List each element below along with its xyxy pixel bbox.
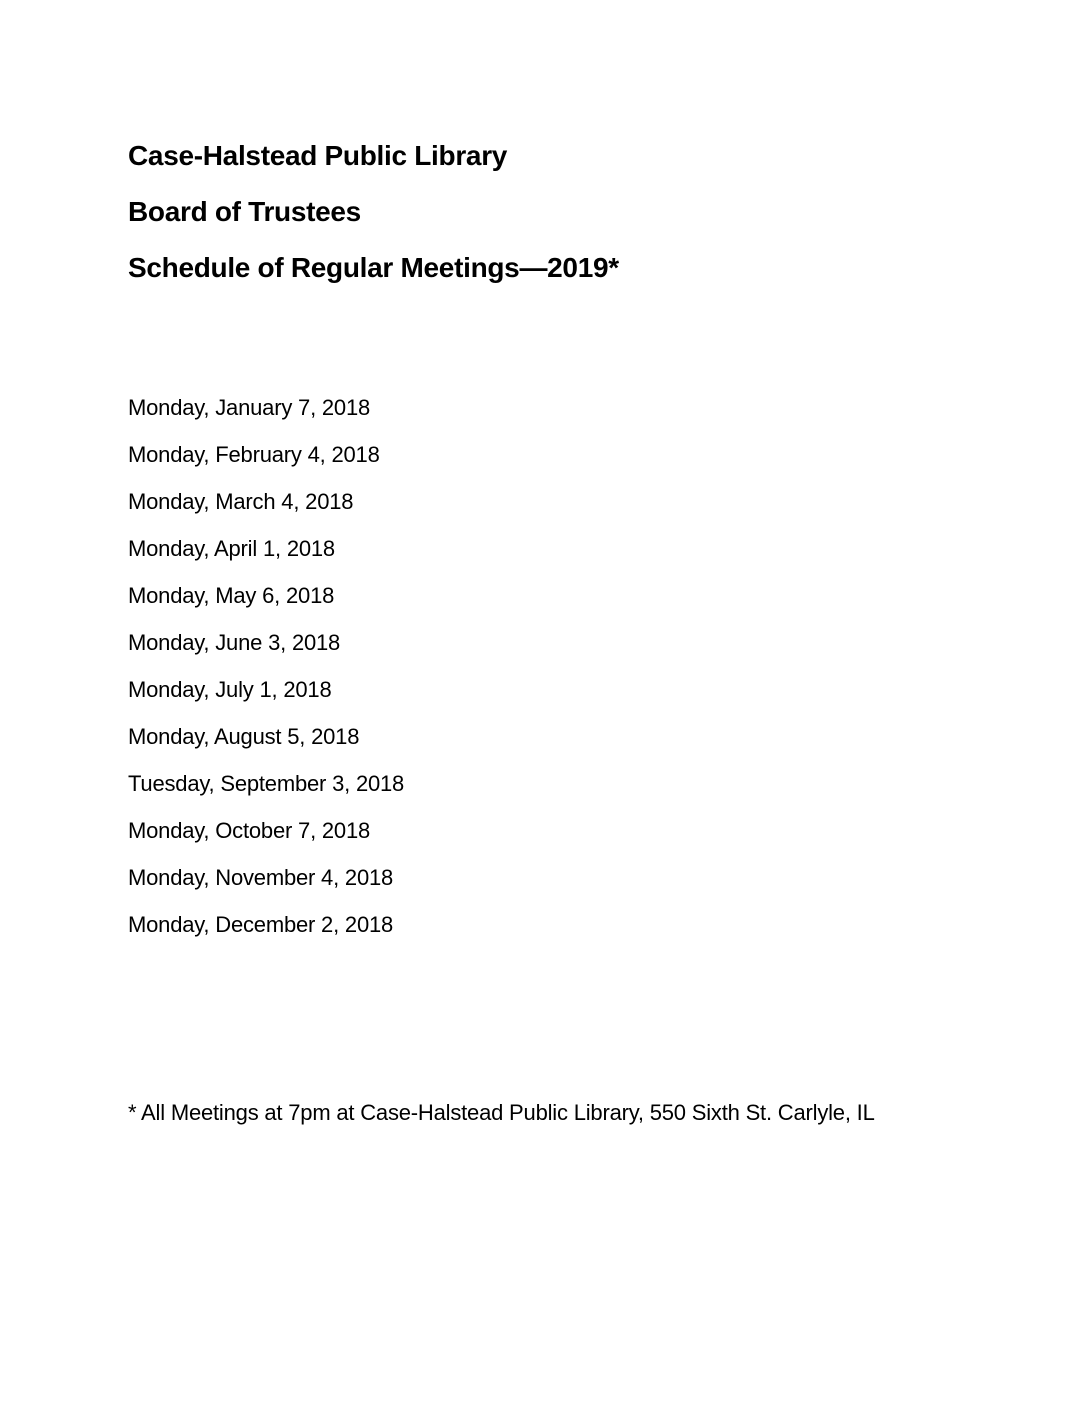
document-header [128, 128, 948, 296]
meeting-date-item: Monday, January 7, 2018 [128, 395, 371, 420]
meeting-date-item: Monday, December 2, 2018 [128, 912, 394, 937]
board-heading: Board of Trustees [128, 196, 361, 227]
meeting-date-item: Tuesday, September 3, 2018 [128, 771, 405, 796]
meeting-location-footnote: * All Meetings at 7pm at Case-Halstead Public Library, 550 Sixth St. Carlyle, IL [128, 1100, 875, 1125]
meeting-date-item: Monday, November 4, 2018 [128, 865, 394, 890]
meeting-date-item: Monday, October 7, 2018 [128, 818, 371, 843]
meeting-dates-list [128, 384, 948, 948]
meeting-date-item: Monday, May 6, 2018 [128, 583, 335, 608]
schedule-title-heading: Schedule of Regular Meetings—2019* [128, 252, 619, 283]
meeting-date-item: Monday, August 5, 2018 [128, 724, 360, 749]
meeting-date-item: Monday, April 1, 2018 [128, 536, 335, 561]
meeting-date-item: Monday, June 3, 2018 [128, 630, 341, 655]
meeting-date-item: Monday, July 1, 2018 [128, 677, 332, 702]
meeting-date-item: Monday, March 4, 2018 [128, 489, 354, 514]
library-name-heading: Case-Halstead Public Library [128, 140, 508, 171]
meeting-date-item: Monday, February 4, 2018 [128, 442, 380, 467]
